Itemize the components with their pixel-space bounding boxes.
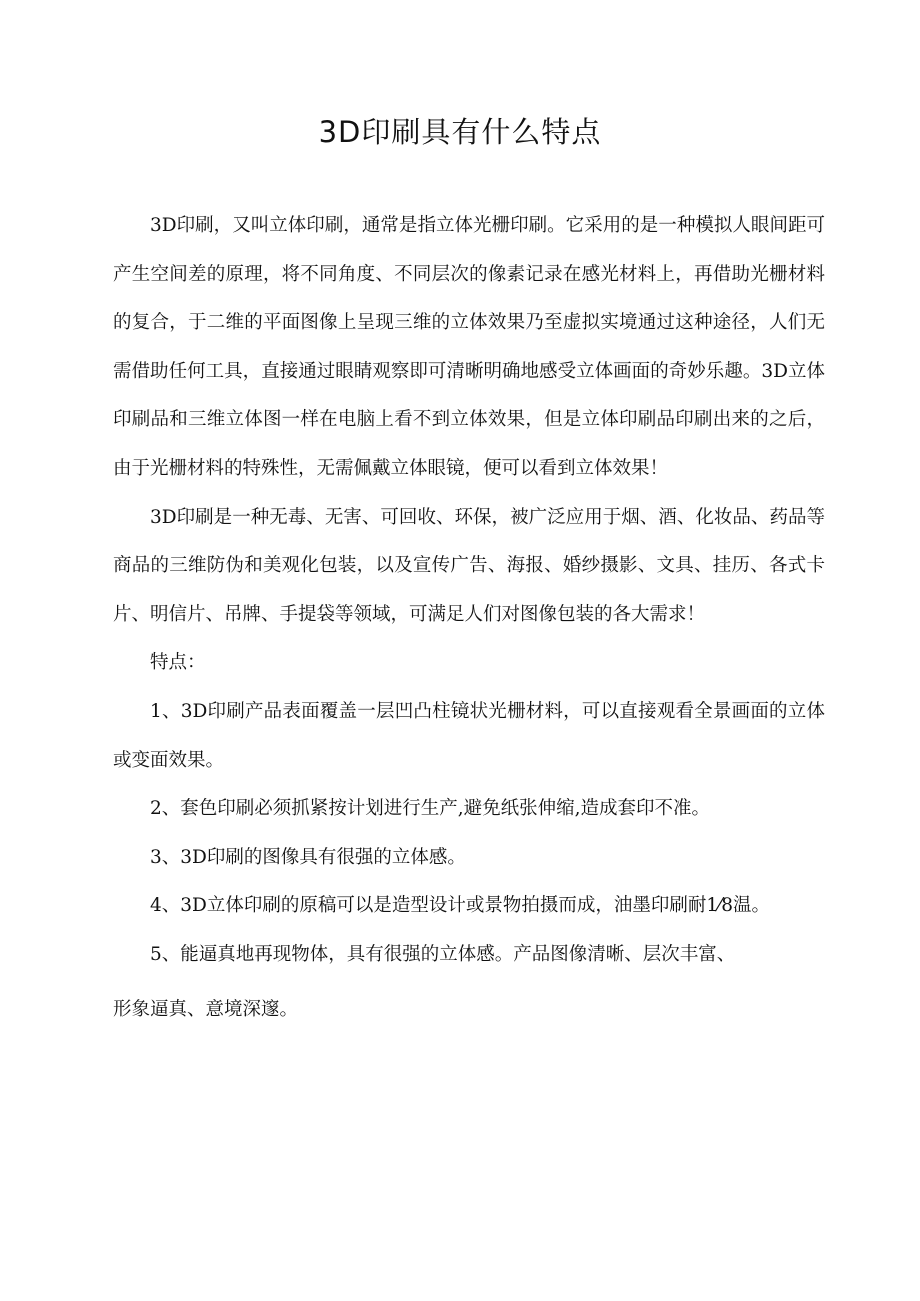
paragraph-feature-4: 4、3D立体印刷的原稿可以是造型设计或景物拍摄而成，油墨印刷耐1⁄8温。 <box>150 895 771 917</box>
paragraph-feature-5-continued: 形象逼真、意境深邃。 <box>113 998 299 1020</box>
document-body <box>113 202 825 1034</box>
paragraph-feature-2: 2、套色印刷必须抓紧按计划进行生产,避免纸张伸缩,造成套印不准。 <box>150 798 711 820</box>
paragraph-features-heading: 特点： <box>150 652 206 674</box>
paragraph-applications: 3D印刷是一种无毒、无害、可回收、环保，被广泛应用于烟、酒、化妆品、药品等商品的三维防伪和美观化包装，以及宣传广告、海报、婚纱摄影、文具、挂历、各式卡片、明信片、吊牌、手提袋等领域，可满足人们对图像包装的各大需求！ <box>113 506 825 625</box>
page-title: 3D印刷具有什么特点 <box>318 115 602 149</box>
paragraph-feature-1: 1、3D印刷产品表面覆盖一层凹凸柱镜状光栅材料，可以直接观看全景画面的立体或变面效果。 <box>113 700 825 771</box>
paragraph-intro: 3D印刷，又叫立体印刷，通常是指立体光栅印刷。它采用的是一种模拟人眼间距可产生空间差的原理，将不同角度、不同层次的像素记录在感光材料上，再借助光栅材料的复合，于二维的平面图像上呈现三维的立体效果乃至虚拟实境通过这种途径，人们无需借助任何工具，直接通过眼睛观察即可清晰明确地感受立体画面的奇妙乐趣。3D立体印刷品和三维立体图一样在电脑上看不到立体效果，但是立体印刷品印刷出来的之后，由于光栅材料的特殊性，无需佩戴立体眼镜，便可以看到立体效果！ <box>113 215 825 479</box>
paragraph-feature-3: 3、3D印刷的图像具有很强的立体感。 <box>150 846 466 868</box>
paragraph-feature-5: 5、能逼真地再现物体，具有很强的立体感。产品图像清晰、层次丰富、 <box>150 943 736 965</box>
